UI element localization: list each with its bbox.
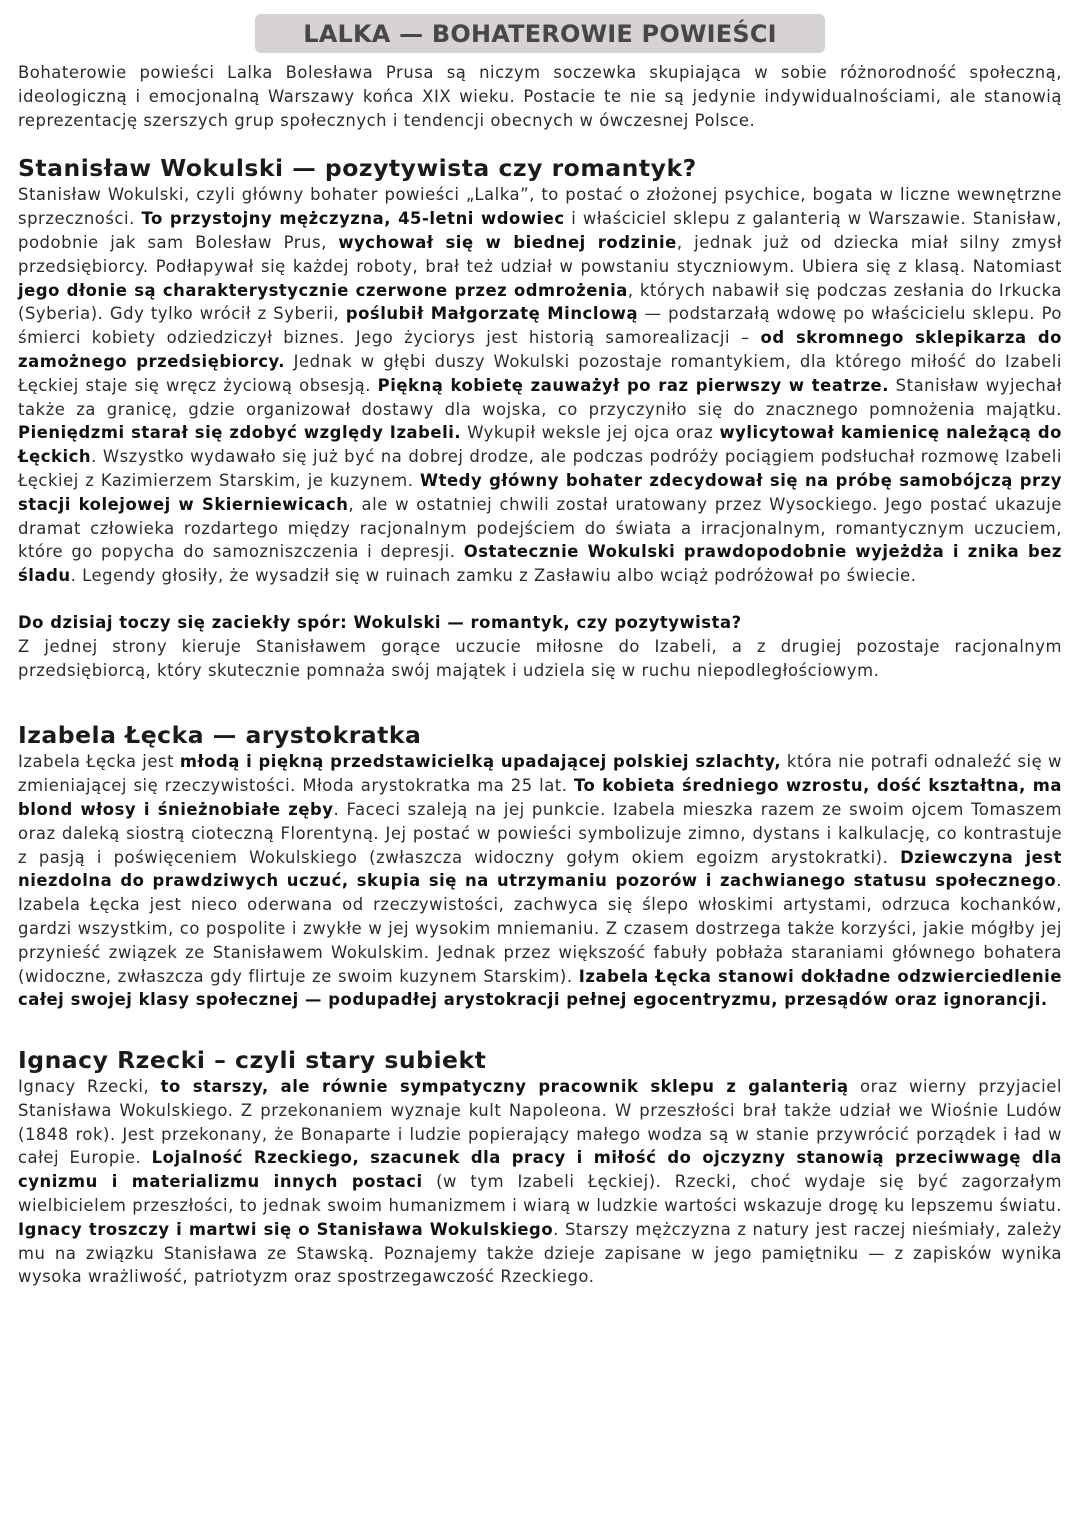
- bold-text-segment: wylicytował kamienicę należącą do Łęckich: [18, 423, 1062, 467]
- bold-text-segment: Pieniędzmi starał się zdobyć względy Izabeli.: [18, 423, 462, 443]
- bold-text-segment: Dziewczyna jest niezdolna do prawdziwych uczuć, skupia się na utrzymaniu pozorów i zachwianego statusu społecznego: [18, 847, 1062, 891]
- bold-text-segment: Lojalność Rzeckiego, szacunek dla pracy i miłość do ojczyzny stanowią przeciwwagę dla cynizmu i materializmu innych postaci: [18, 1148, 1062, 1192]
- text-segment: Ignacy Rzecki,: [18, 1077, 161, 1097]
- text-segment: Izabela Łęcka jest: [18, 752, 180, 772]
- izabela-paragraph: [18, 750, 1062, 1012]
- bold-text-segment: Ignacy troszczy i martwi się o Stanisława Wokulskiego: [18, 1219, 554, 1239]
- bold-text-segment: Wtedy główny bohater zdecydował się na próbę samobójczą przy stacji kolejowej w Skierniewicach: [18, 470, 1063, 514]
- bold-text-segment: wychował się w biednej rodzinie: [338, 232, 677, 252]
- text-segment: , jednak już od dziecka miał silny zmysł przedsiębiorcy. Podłapywał się każdej roboty, brał też udział w powstaniu styczniowym. Ubiera się z klasą. Natomiast: [18, 232, 1062, 276]
- intro-paragraph: Bohaterowie powieści Lalka Bolesława Prusa są niczym soczewka skupiająca w sobie różnorodność społeczną, ideologiczną i emocjonalną Warszawy końca XIX wieku. Postacie te nie są jedynie indywidualnościami, ale stanowią reprezentację szerszych grup społecznych i tendencji obecnych w ówczesnej Polsce.: [18, 63, 1062, 130]
- text-segment: oraz wierny przyjaciel Stanisława Wokulskiego. Z przekonaniem wyznaje kult Napoleona. W przeszłości brał także udział we Wiośnie Ludów (1848 rok). Jest przekonany, że Bonaparte i ludzie popierający małego wodza są w stanie przywrócić porządek i ład w całej Europie.: [18, 1077, 1063, 1168]
- section-heading-izabela: Izabela Łęcka — arystokratka: [18, 721, 422, 750]
- bold-text-segment: od skromnego sklepikarza do zamożnego przedsiębiorcy.: [18, 328, 1062, 371]
- bold-text-segment: Piękną kobietę zauważył po raz pierwszy w teatrze.: [377, 375, 889, 395]
- page-title: LALKA — BOHATEROWIE POWIEŚCI: [255, 14, 825, 53]
- text-segment: . Faceci szaleją na jej punkcie. Izabela mieszka razem ze swoim ojcem Tomaszem oraz daleką siostrą cioteczną Florentyną. Jej postać w powieści symbolizuje zimno, dystans i kalkulację, co kontrastuje z pasją i poświęceniem Wokulskiego (zwłaszcza widoczny gołym okiem egoizm arystokratki).: [18, 799, 1062, 867]
- text-segment: . Izabela Łęcka jest nieco oderwana od rzeczywistości, zachwyca się ślepo włoskimi artystami, odrzuca kochanków, gardzi wszystkim, co pospolite i zwykłe w jej wysokim mniemaniu. Z czasem dostrzega także korzyści, jakie mógłby jej przynieść związek ze Stanisławem Wokulskim. Jednak przez większość fabuły pobłaża staraniami głównego bohatera (widoczne, zwłaszcza gdy flirtuje ze swoim kuzynem Starskim).: [18, 871, 1062, 986]
- bold-text-segment: Izabela Łęcka stanowi dokładne odzwierciedlenie całej swojej klasy społecznej — podupadłej arystokracji pełnej egocentryzmu, przesądów oraz ignorancji.: [18, 966, 1062, 1010]
- text-segment: Jednak w głębi duszy Wokulski pozostaje romantykiem, dla którego miłość do Izabeli Łęckiej staje się wręcz życiową obsesją.: [18, 351, 1062, 395]
- rzecki-paragraph: [18, 1075, 1062, 1289]
- text-segment: która nie potrafi odnaleźć się w zmieniającej się rzeczywistości. Młoda arystokratka ma 25 lat.: [18, 752, 1062, 796]
- bold-text-segment: jego dłonie są charakterystycznie czerwone przez odmrożenia: [18, 280, 628, 300]
- text-segment: i właściciel sklepu z galanterią w Warszawie. Stanisław, podobnie jak sam Bolesław Prus,: [18, 209, 1062, 252]
- section-heading-rzecki: Ignacy Rzecki – czyli stary subiekt: [18, 1046, 487, 1075]
- text-segment: , których nabawił się podczas zesłania do Irkucka (Syberia). Gdy tylko wrócił z Syberii,: [18, 280, 1062, 324]
- section-heading-wokulski: Stanisław Wokulski — pozytywista czy romantyk?: [18, 154, 697, 183]
- text-segment: . Legendy głosiły, że wysadził się w ruinach zamku z Zasławiu albo wciąż podróżował po świecie.: [70, 566, 917, 586]
- text-segment: . Wszystko wydawało się już być na dobrej drodze, ale podczas podróży pociągiem podsłuchał rozmowę Izabeli Łęckiej z Kazimierzem Starskim, je kuzynem.: [18, 447, 1062, 490]
- title-banner: [18, 14, 1062, 53]
- wokulski-answer: Z jednej strony kieruje Stanisławem gorące uczucie miłosne do Izabeli, a z drugiej pozostaje racjonalnym przedsiębiorcą, który skutecznie pomnaża swój majątek i udziela się w ruchu niepodległościowym.: [18, 636, 1062, 680]
- bold-text-segment: to starszy, ale równie sympatyczny pracownik sklepu z galanterią: [160, 1077, 849, 1097]
- bold-text-segment: To kobieta średniego wzrostu, dość kształtna, ma blond włosy i śnieżnobiałe zęby: [18, 776, 1062, 819]
- text-segment: , ale w ostatniej chwili został uratowany przez Wysockiego. Jego postać ukazuje dramat człowieka rozdartego między racjonalnym podejściem do świata a irracjonalnym, romantycznym uczuciem, które go popycha do samozniszczenia i depresji.: [18, 494, 1062, 562]
- text-segment: Stanisław Wokulski, czyli główny bohater powieści „Lalka”, to postać o złożonej psychice, bogata w liczne wewnętrzne sprzeczności.: [18, 185, 1062, 229]
- bold-text-segment: poślubił Małgorzatę Minclową: [345, 304, 639, 324]
- wokulski-question: Do dzisiaj toczy się zaciekły spór: Wokulski — romantyk, czy pozytywista?: [18, 612, 742, 632]
- text-segment: Wykupił weksle jej ojca oraz: [461, 423, 720, 443]
- text-segment: . Starszy mężczyzna z natury jest raczej nieśmiały, zależy mu na związku Stanisława ze Stawską. Poznajemy także dzieje zapisane w jego pamiętniku — z zapisków wynika wysoka wrażliwość, patriotyzm oraz spostrzegawczość Rzeckiego.: [18, 1219, 1062, 1287]
- bold-text-segment: To przystojny mężczyzna, 45-letni wdowiec: [141, 209, 565, 229]
- bold-text-segment: młodą i piękną przedstawicielką upadającej polskiej szlachty,: [179, 752, 782, 772]
- text-segment: Stanisław wyjechał także za granicę, gdzie organizował dostawy dla wojska, co przyczyniło się do znacznego pomnożenia majątku.: [18, 375, 1062, 419]
- text-segment: (w tym Izabeli Łęckiej). Rzecki, choć wydaje się być zagorzałym wielbicielem przeszłości, to jednak swoim humanizmem i wiarą w ludzkie wartości wskazuje drogę ku lepszemu światu.: [18, 1172, 1062, 1216]
- wokulski-paragraph: [18, 183, 1062, 588]
- bold-text-segment: Ostatecznie Wokulski prawdopodobnie wyjeżdża i znika bez śladu: [18, 542, 1062, 586]
- text-segment: — podstarzałą wdowę po właścicielu sklepu. Po śmierci kobiety odziedziczył biznes. Jego życiorys jest historią samorealizacji –: [18, 304, 1062, 348]
